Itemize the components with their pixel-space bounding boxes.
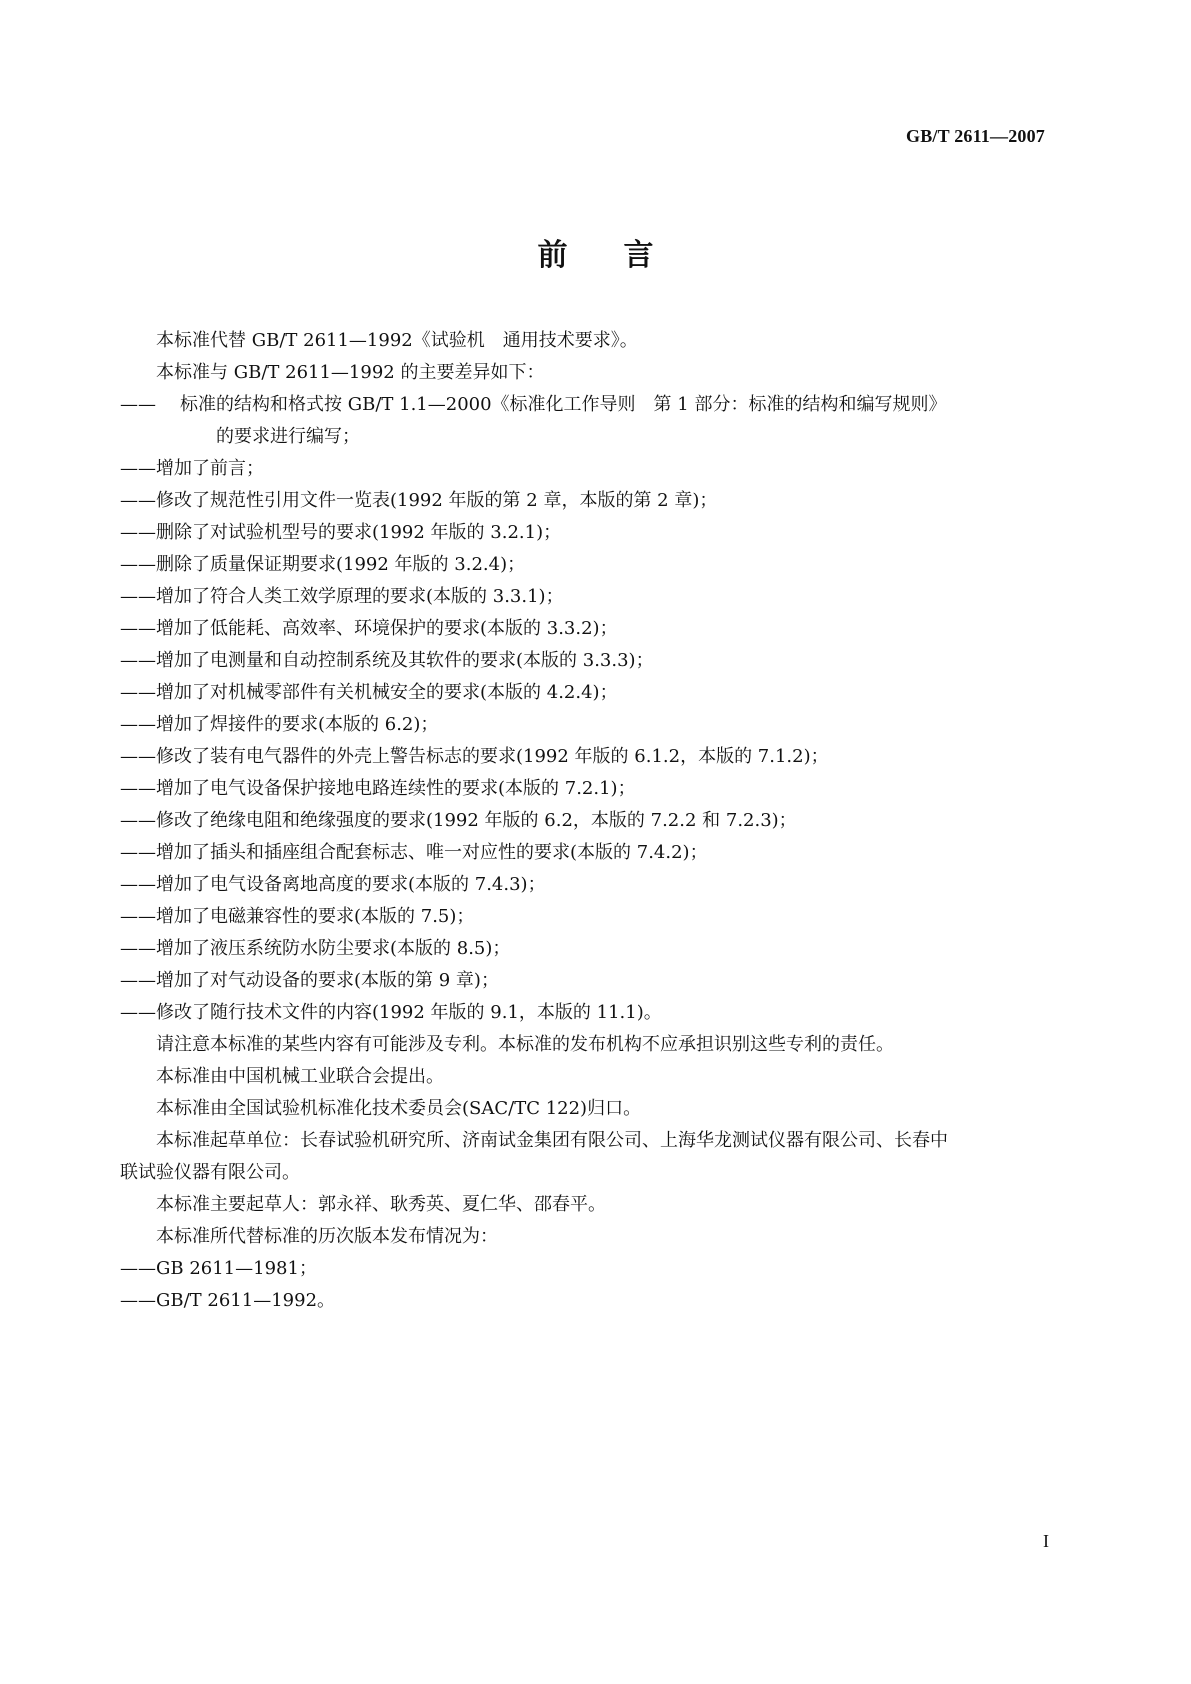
document-body bbox=[120, 325, 1065, 1317]
differences-intro: 本标准与 GB/T 2611—1992 的主要差异如下： bbox=[156, 362, 545, 383]
history-item: ——GB 2611—1981； bbox=[120, 1258, 317, 1279]
replacement-statement: 本标准代替 GB/T 2611—1992《试验机 通用技术要求》。 bbox=[156, 330, 638, 351]
patent-notice: 请注意本标准的某些内容有可能涉及专利。本标准的发布机构不应承担识别这些专利的责任。 bbox=[156, 1034, 894, 1055]
committee-statement: 本标准由全国试验机标准化技术委员会(SAC/TC 122)归口。 bbox=[156, 1098, 642, 1119]
list-item: ——删除了质量保证期要求(1992 年版的 3.2.4)； bbox=[120, 554, 526, 575]
list-item: ——修改了随行技术文件的内容(1992 年版的 9.1，本版的 11.1)。 bbox=[120, 1002, 662, 1023]
list-item: ——增加了低能耗、高效率、环境保护的要求(本版的 3.3.2)； bbox=[120, 618, 618, 639]
list-item: ——增加了插头和插座组合配套标志、唯一对应性的要求(本版的 7.4.2)； bbox=[120, 842, 708, 863]
page-title: 前言 bbox=[537, 238, 710, 273]
list-item: ——修改了规范性引用文件一览表(1992 年版的第 2 章，本版的第 2 章)； bbox=[120, 490, 718, 511]
list-item: ——修改了装有电气器件的外壳上警告标志的要求(1992 年版的 6.1.2，本版的 7.1.2)； bbox=[120, 746, 829, 767]
list-item-continuation: 的要求进行编写； bbox=[216, 426, 360, 447]
list-item: ——修改了绝缘电阻和绝缘强度的要求(1992 年版的 6.2，本版的 7.2.2 和 7.2.3)； bbox=[120, 810, 797, 831]
list-item: ——增加了液压系统防水防尘要求(本版的 8.5)； bbox=[120, 938, 511, 959]
list-item: ——增加了对机械零部件有关机械安全的要求(本版的 4.2.4)； bbox=[120, 682, 618, 703]
list-item: ——增加了电磁兼容性的要求(本版的 7.5)； bbox=[120, 906, 475, 927]
drafting-units-continuation: 联试验仪器有限公司。 bbox=[120, 1162, 300, 1183]
list-item: ——增加了焊接件的要求(本版的 6.2)； bbox=[120, 714, 439, 735]
history-item: ——GB/T 2611—1992。 bbox=[120, 1290, 336, 1311]
list-item: ——增加了电气设备保护接地电路连续性的要求(本版的 7.2.1)； bbox=[120, 778, 636, 799]
list-item: ——增加了对气动设备的要求(本版的第 9 章)； bbox=[120, 970, 499, 991]
list-item: ——增加了前言； bbox=[120, 458, 264, 479]
page-number: I bbox=[1043, 1531, 1049, 1551]
drafting-units: 本标准起草单位：长春试验机研究所、济南试金集团有限公司、上海华龙测试仪器有限公司、长春中 bbox=[156, 1130, 948, 1151]
main-drafters: 本标准主要起草人：郭永祥、耿秀英、夏仁华、邵春平。 bbox=[156, 1194, 606, 1215]
standard-code: GB/T 2611—2007 bbox=[906, 126, 1045, 146]
list-item: ——增加了电气设备离地高度的要求(本版的 7.4.3)； bbox=[120, 874, 546, 895]
history-intro: 本标准所代替标准的历次版本发布情况为： bbox=[156, 1226, 498, 1247]
list-item-text: 标准的结构和格式按 GB/T 1.1—2000《标准化工作导则 第 1 部分：标准的结构和编写规则》 bbox=[180, 394, 947, 415]
proposer-statement: 本标准由中国机械工业联合会提出。 bbox=[156, 1066, 444, 1087]
list-item: ——增加了电测量和自动控制系统及其软件的要求(本版的 3.3.3)； bbox=[120, 650, 654, 671]
list-item: ——删除了对试验机型号的要求(1992 年版的 3.2.1)； bbox=[120, 522, 562, 543]
list-item: —— 标准的结构和格式按 GB/T 1.1—2000《标准化工作导则 第 1 部分：标准的结构和编写规则》 bbox=[120, 394, 947, 415]
list-item: ——增加了符合人类工效学原理的要求(本版的 3.3.1)； bbox=[120, 586, 564, 607]
